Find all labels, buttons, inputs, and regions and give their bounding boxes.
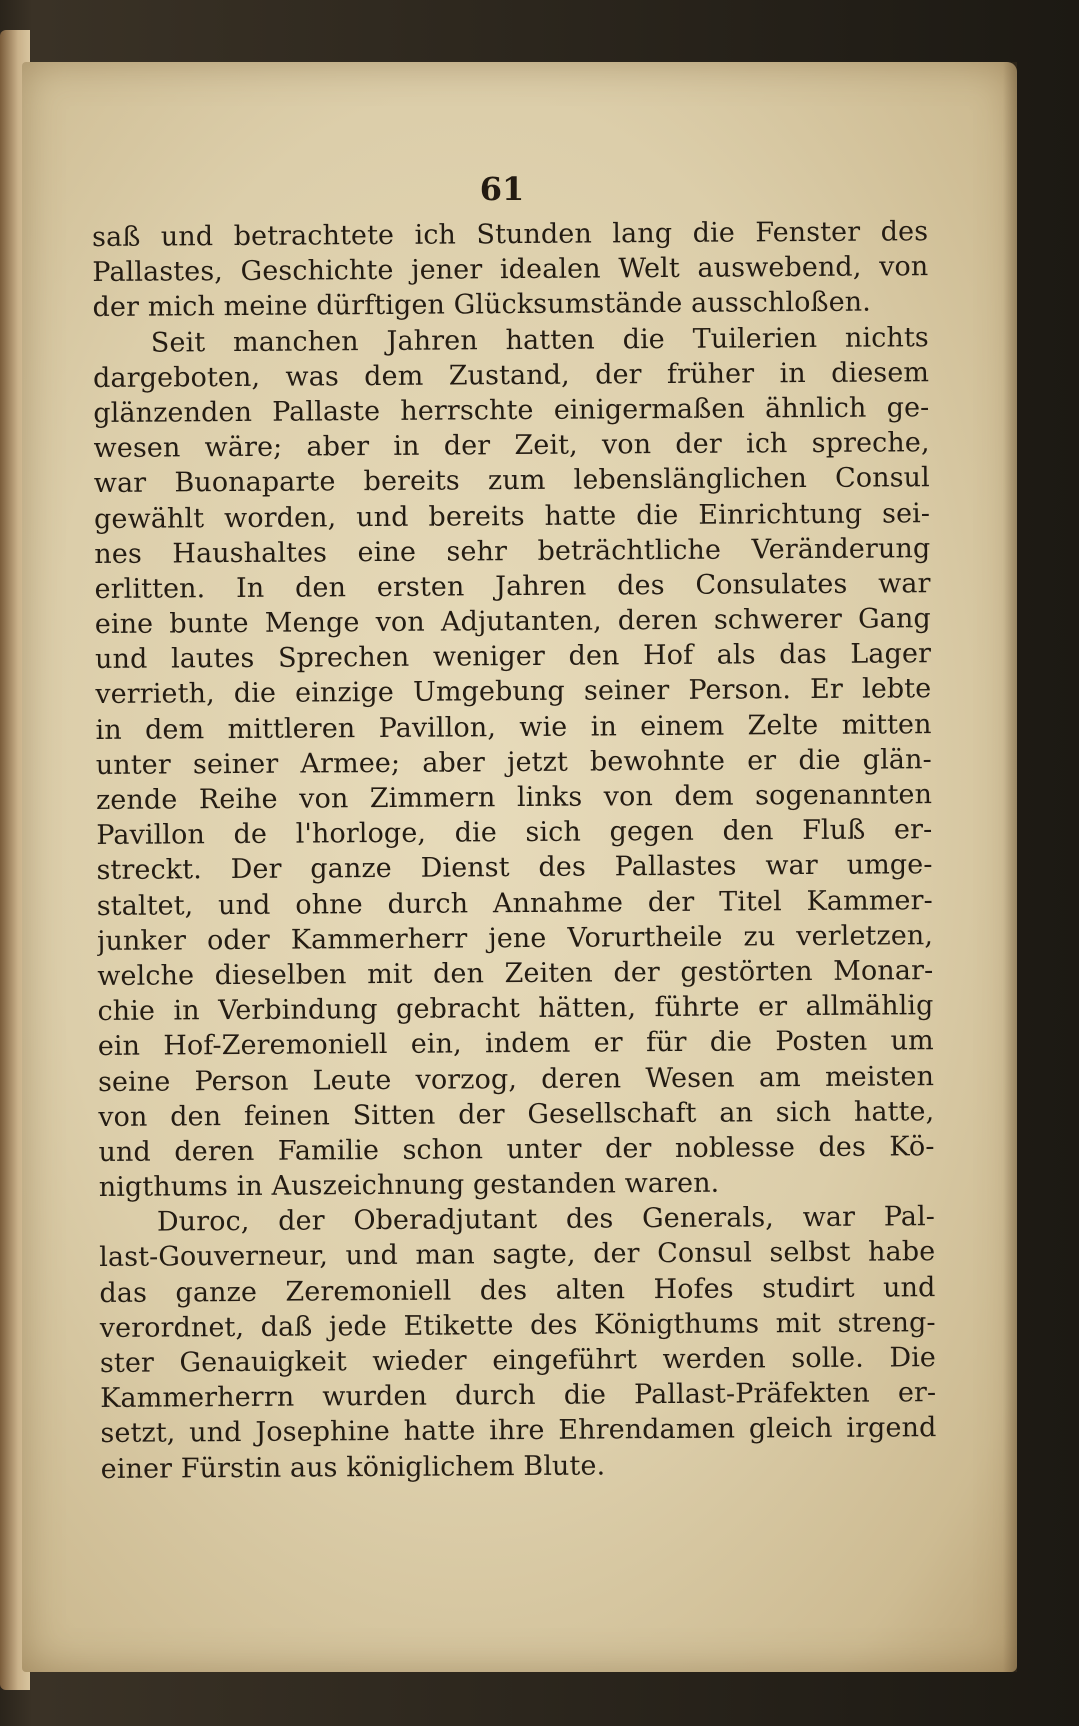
- text-line: in dem mittleren Pavillon, wie in einem Zelte mitten: [95, 708, 932, 746]
- book-page: [22, 62, 1017, 1672]
- text-line: streckt. Der ganze Dienst des Pallastes war umge-: [96, 849, 933, 887]
- text-line: Duroc, der Oberadjutant des Generals, war Pal-: [156, 1201, 936, 1238]
- text-line: eine bunte Menge von Adjutanten, deren schwerer Gang: [94, 603, 931, 641]
- text-line: zende Reihe von Zimmern links von dem sogenannten: [95, 779, 933, 816]
- text-line: von den feinen Sitten der Gesellschaft an sich hatte,: [98, 1095, 935, 1133]
- text-line: verordnet, daß jede Etikette des Königthums mit streng-: [99, 1306, 936, 1344]
- text-line: und deren Familie schon unter der noblesse des Kö-: [98, 1131, 935, 1168]
- text-line: einer Fürstin aus königlichem Blute.: [100, 1450, 606, 1485]
- body-text: [92, 214, 937, 1487]
- text-line: unter seiner Armee; aber jetzt bewohnte er die glän-: [95, 743, 932, 781]
- text-line: der mich meine dürftigen Glücksumstände ausschloßen.: [92, 286, 871, 324]
- text-line: staltet, und ohne durch Annahme der Titel Kammer-: [96, 884, 933, 922]
- text-line: erlitten. In den ersten Jahren des Consulates war: [94, 568, 931, 605]
- text-line: verrieth, die einzige Umgebung seiner Person. Er lebte: [95, 673, 932, 711]
- text-line: ster Genauigkeit wieder eingeführt werden solle. Die: [99, 1342, 937, 1379]
- text-line: ein Hof-Zeremoniell ein, indem er für die Posten um: [97, 1025, 934, 1063]
- text-line: Kammerherrn wurden durch die Pallast-Präfekten er-: [100, 1377, 937, 1415]
- text-line: und lautes Sprechen weniger den Hof als das Lager: [94, 638, 932, 676]
- text-line: chie in Verbindung gebracht hätten, führte er allmählig: [97, 990, 934, 1028]
- text-line: Pavillon de l'horloge, die sich gegen den Fluß er-: [96, 814, 933, 852]
- text-line: glänzenden Pallaste herrschte einigermaßen ähnlich ge-: [93, 392, 930, 429]
- text-line: nes Haushaltes eine sehr beträchtliche Veränderung: [94, 532, 931, 570]
- text-line: Seit manchen Jahren hatten die Tuilerien nichts: [150, 321, 929, 359]
- text-line: welche dieselben mit den Zeiten der gestörten Monar-: [97, 955, 934, 992]
- text-line: wesen wäre; aber in der Zeit, von der ich spreche,: [93, 427, 930, 465]
- text-line: gewählt worden, und bereits hatte die Einrichtung sei-: [93, 497, 931, 535]
- text-line: last-Gouverneur, und man sagte, der Consul selbst habe: [99, 1236, 936, 1274]
- page-edge-shadow: [1003, 62, 1017, 1672]
- text-line: junker oder Kammerherr jene Vorurtheile zu verletzen,: [96, 919, 934, 957]
- text-line: das ganze Zeremoniell des alten Hofes studirt und: [99, 1271, 936, 1309]
- text-line: war Buonaparte bereits zum lebenslänglichen Consul: [93, 462, 930, 500]
- text-line: seine Person Leute vorzog, deren Wesen am meisten: [97, 1060, 935, 1098]
- text-line: nigthums in Auszeichnung gestanden waren.: [98, 1167, 720, 1204]
- text-line: Pallastes, Geschichte jener idealen Welt auswebend, von: [92, 251, 929, 289]
- page-number: 61: [479, 170, 525, 208]
- text-line: saß und betrachtete ich Stunden lang die Fenster des: [92, 216, 929, 253]
- text-line: setzt, und Josephine hatte ihre Ehrendamen gleich irgend: [100, 1412, 937, 1450]
- text-line: dargeboten, was dem Zustand, der früher in diesem: [92, 356, 930, 394]
